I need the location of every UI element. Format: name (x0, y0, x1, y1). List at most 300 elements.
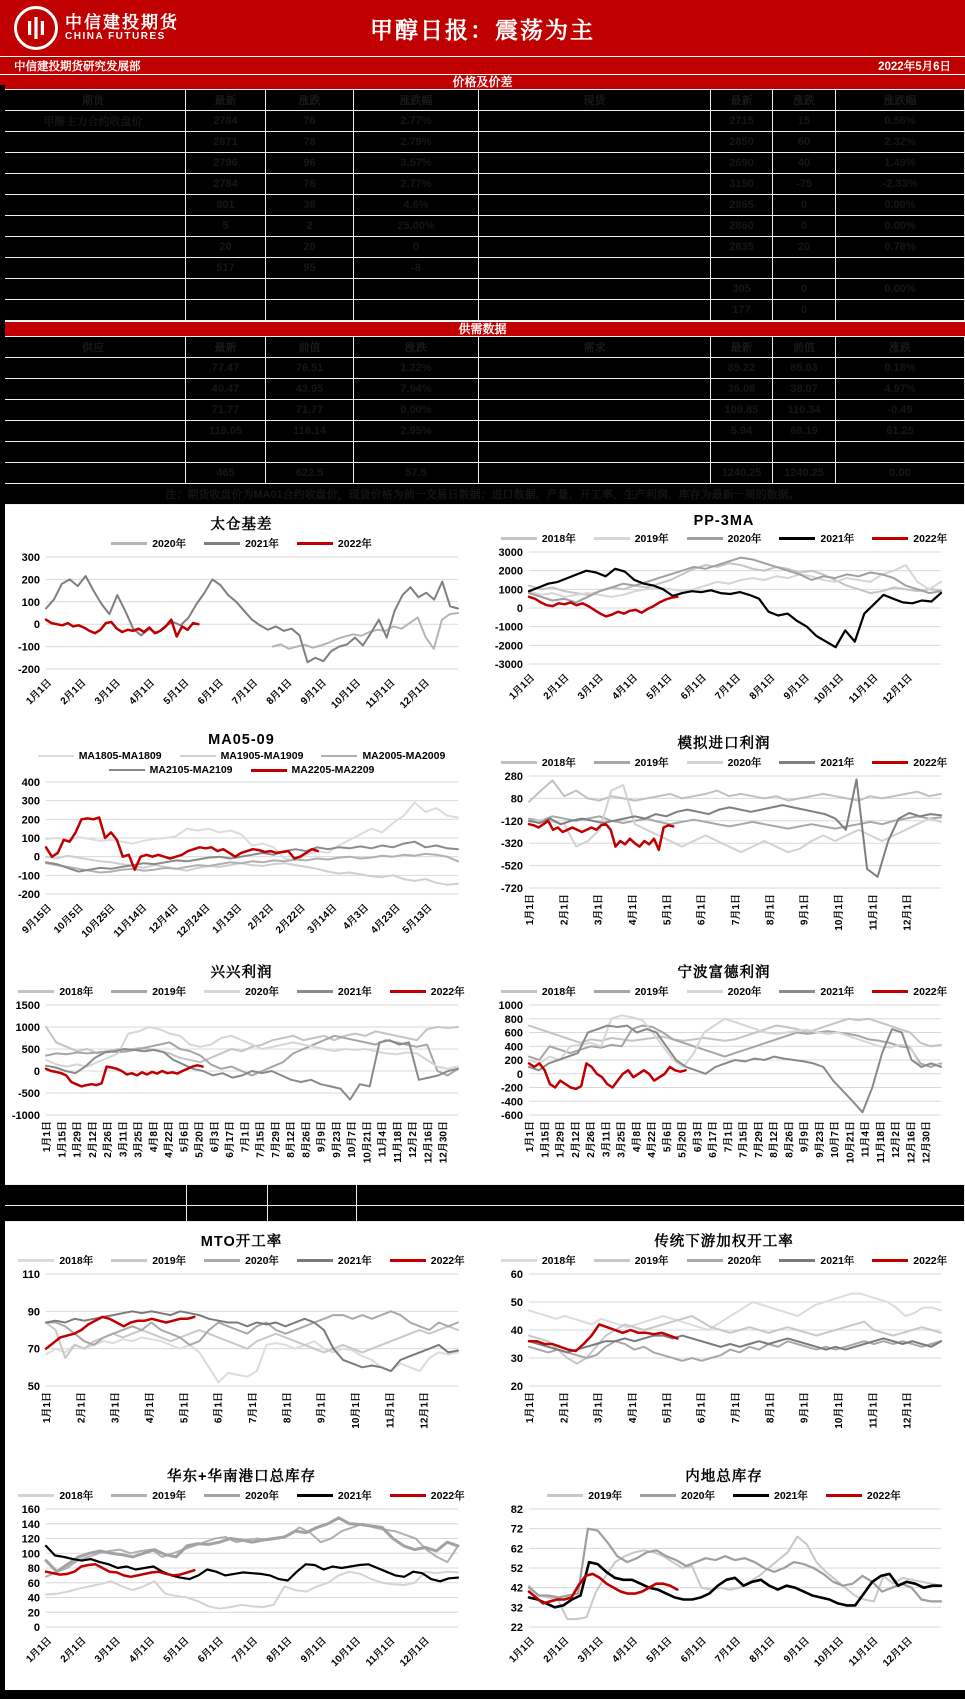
table-cell: 2871 (186, 132, 266, 153)
svg-text:2月1日: 2月1日 (541, 1635, 572, 1666)
legend-line-swatch (297, 1259, 333, 1262)
svg-text:70: 70 (27, 1343, 40, 1356)
table-cell: 109.85 (711, 400, 773, 421)
svg-text:-720: -720 (500, 883, 523, 895)
legend-line-swatch (180, 755, 216, 758)
chart-title: MA05-09 (208, 732, 275, 748)
table-cell (1, 195, 186, 216)
table-cell: 1240.25 (711, 463, 773, 484)
chart-title: 兴兴利润 (210, 965, 273, 981)
legend-item (687, 755, 762, 770)
table-cell: 38 (266, 195, 354, 216)
svg-text:300: 300 (21, 795, 40, 808)
chart-legend (483, 984, 965, 999)
legend-item (321, 750, 445, 762)
chart-legend (483, 1253, 965, 1268)
svg-text:10月21日: 10月21日 (845, 1121, 857, 1164)
legend-item (297, 984, 372, 999)
legend-label: 2018年 (541, 986, 576, 998)
svg-text:6月17日: 6月17日 (225, 1121, 237, 1158)
legend-item (640, 1488, 715, 1503)
data-note: 注：期货收盘价为MA01合约收盘价，现货价格为前一交易日数据；进口数据、产量、开工率、生产利润、库存为最新一周的数据。 (1, 484, 965, 505)
table-cell (479, 195, 711, 216)
chart-title: MTO开工率 (200, 1234, 283, 1250)
table-cell: 0 (773, 195, 836, 216)
table-cell (1, 463, 186, 484)
svg-text:1月15日: 1月15日 (57, 1121, 69, 1158)
table-cell: 0 (773, 279, 836, 300)
svg-text:9月1日: 9月1日 (799, 894, 811, 926)
chart-legend (0, 1253, 483, 1268)
chart-title: 模拟进口利润 (677, 736, 771, 752)
legend-line-swatch (687, 537, 723, 540)
svg-text:8月1日: 8月1日 (765, 894, 777, 926)
legend-item (501, 531, 576, 546)
table-cell: -8 (354, 258, 479, 279)
table-cell: 0.00% (836, 195, 965, 216)
legend-label: 2021年 (337, 986, 372, 998)
svg-text:7月1日: 7月1日 (248, 1392, 259, 1424)
bottom-bar (0, 1690, 965, 1699)
svg-text:12月1日: 12月1日 (419, 1392, 431, 1429)
legend-item (111, 1488, 186, 1503)
chart-legend (0, 750, 483, 762)
table-header-cell: 涨跌幅 (354, 90, 479, 111)
table-cell (479, 300, 711, 321)
logo-name-en: CHINA FUTURES (65, 30, 166, 42)
legend-label: 2018年 (541, 1255, 576, 1267)
table-cell: 38.07 (773, 379, 836, 400)
legend-line-swatch (779, 990, 815, 993)
svg-text:72: 72 (510, 1523, 523, 1536)
department-label: 中信建投期货研究发展部 (14, 60, 141, 73)
legend-item (779, 531, 854, 546)
svg-text:160: 160 (21, 1504, 40, 1516)
chart-title: 传统下游加权开工率 (654, 1234, 794, 1250)
chart-downstream-rate (483, 1222, 965, 1457)
table-row (1, 153, 965, 174)
table-row (1, 258, 965, 279)
table-cell: 2865 (711, 195, 773, 216)
table-cell (266, 300, 354, 321)
svg-text:3月1日: 3月1日 (93, 1635, 123, 1666)
legend-item (872, 755, 947, 770)
svg-text:-120: -120 (500, 815, 523, 828)
svg-text:32: 32 (510, 1602, 523, 1615)
table-cell (1, 174, 186, 195)
legend-label: 2018年 (541, 757, 576, 769)
table-header-cell: 涨跌幅 (836, 90, 965, 111)
legend-line-swatch (872, 990, 908, 993)
svg-text:11月1日: 11月1日 (385, 1392, 397, 1429)
table-cell: 20 (186, 237, 266, 258)
chart-legend (483, 531, 965, 546)
svg-text:52: 52 (510, 1563, 523, 1575)
svg-text:-320: -320 (500, 838, 523, 851)
table-cell (1, 421, 186, 442)
legend-item (180, 750, 304, 762)
legend-line-swatch (390, 1494, 426, 1497)
svg-text:4月1日: 4月1日 (127, 677, 158, 708)
legend-label: 2020年 (152, 538, 187, 550)
svg-text:10月1日: 10月1日 (812, 672, 847, 707)
legend-line-swatch (594, 761, 630, 764)
legend-item (204, 984, 279, 999)
svg-text:1月1日: 1月1日 (42, 1121, 53, 1153)
table-header-cell: 最新 (711, 337, 773, 358)
svg-text:12月1日: 12月1日 (881, 672, 915, 707)
table-cell: 2784 (186, 174, 266, 195)
chart-inland-inventory (483, 1457, 965, 1690)
table-header-row (1, 337, 965, 358)
legend-item (779, 755, 854, 770)
svg-text:8月1日: 8月1日 (264, 677, 295, 708)
svg-text:4月1日: 4月1日 (145, 1392, 156, 1424)
table-cell: 3.57% (354, 153, 479, 174)
table-cell: 7.94% (354, 379, 479, 400)
legend-item (501, 1253, 576, 1268)
table-header-cell: 需求 (479, 337, 711, 358)
svg-text:6月3日: 6月3日 (209, 1121, 221, 1153)
legend-line-swatch (204, 1259, 240, 1262)
table-cell: 0.00% (354, 400, 479, 421)
table-cell: 1240.25 (773, 463, 836, 484)
svg-text:1月1日: 1月1日 (24, 677, 55, 708)
svg-text:3月1日: 3月1日 (576, 1635, 606, 1666)
legend-item (38, 750, 162, 762)
legend-item (204, 1488, 279, 1503)
table-cell (479, 442, 711, 463)
svg-text:12月1日: 12月1日 (902, 894, 914, 931)
table-cell: 2715 (711, 111, 773, 132)
chart-plot (0, 551, 470, 719)
legend-label: 2022年 (913, 533, 948, 545)
table-cell (1, 279, 186, 300)
table-row (1, 300, 965, 321)
table-cell: 0 (773, 216, 836, 237)
svg-text:600: 600 (504, 1027, 523, 1040)
table-header-cell: 涨跌 (266, 90, 354, 111)
chart-legend (0, 1488, 483, 1503)
table-cell (1, 216, 186, 237)
table-cell (266, 279, 354, 300)
svg-text:1月29日: 1月29日 (555, 1121, 567, 1158)
legend-label: 2021年 (820, 533, 855, 545)
legend-label: MA2105-MA2109 (149, 764, 233, 776)
table-cell: 1.49% (836, 153, 965, 174)
charts-grid (0, 505, 965, 1184)
svg-text:12月2日: 12月2日 (408, 1121, 420, 1158)
table-cell: 95 (266, 258, 354, 279)
legend-label: 2019年 (152, 986, 187, 998)
legend-label: 2021年 (337, 1490, 372, 1502)
svg-text:200: 200 (21, 814, 40, 827)
svg-text:9月23日: 9月23日 (331, 1121, 343, 1158)
legend-label: 2019年 (152, 1255, 187, 1267)
legend-item (111, 1253, 186, 1268)
chart-port-inventory (0, 1457, 483, 1690)
legend-line-swatch (779, 537, 815, 540)
table-cell: 20 (266, 237, 354, 258)
svg-text:9月1日: 9月1日 (299, 1635, 329, 1666)
table-cell (711, 442, 773, 463)
legend-line-swatch (779, 761, 815, 764)
chart-plot (0, 999, 470, 1179)
legend-line-swatch (501, 537, 537, 540)
svg-text:140: 140 (21, 1518, 40, 1531)
svg-text:11月4日: 11月4日 (860, 1121, 872, 1158)
legend-item (111, 536, 186, 551)
svg-text:82: 82 (510, 1504, 523, 1516)
svg-text:2月26日: 2月26日 (103, 1121, 115, 1158)
legend-line-swatch (111, 990, 147, 993)
table-cell (479, 132, 711, 153)
table-cell: 61.25 (836, 421, 965, 442)
svg-text:2月1日: 2月1日 (76, 1392, 88, 1424)
legend-item (594, 755, 669, 770)
svg-text:5月1日: 5月1日 (179, 1392, 191, 1424)
svg-text:9月15日: 9月15日 (20, 902, 55, 937)
legend-item (687, 984, 762, 999)
svg-text:3月1日: 3月1日 (93, 677, 123, 708)
svg-text:200: 200 (504, 1055, 523, 1067)
table-cell: 76 (266, 111, 354, 132)
legend-line-swatch (594, 1259, 630, 1262)
table-cell (354, 279, 479, 300)
svg-text:2月1日: 2月1日 (58, 677, 89, 708)
svg-text:5月20日: 5月20日 (677, 1121, 689, 1158)
legend-label: 2020年 (727, 757, 762, 769)
legend-label: 2019年 (634, 757, 669, 769)
legend-label: 2019年 (634, 533, 669, 545)
svg-text:800: 800 (504, 1013, 523, 1026)
table-cell: 119.05 (186, 421, 266, 442)
svg-text:50: 50 (27, 1381, 40, 1393)
svg-text:12月30日: 12月30日 (921, 1121, 933, 1164)
legend-item (501, 755, 576, 770)
table-row (1, 174, 965, 195)
table-cell: 2860 (711, 216, 773, 237)
legend-label: 2018年 (59, 1490, 94, 1502)
svg-text:6月1日: 6月1日 (679, 1635, 709, 1666)
table-cell (1, 379, 186, 400)
legend-label: 2021年 (337, 1255, 372, 1267)
svg-text:1月1日: 1月1日 (525, 1121, 536, 1153)
svg-text:-2000: -2000 (494, 640, 523, 653)
legend-label: 2022年 (430, 986, 465, 998)
table-row (1, 111, 965, 132)
table-header-cell: 最新 (711, 90, 773, 111)
svg-text:4月8日: 4月8日 (631, 1121, 643, 1153)
svg-text:12月1日: 12月1日 (902, 1392, 914, 1429)
svg-text:5月13日: 5月13日 (400, 902, 435, 937)
legend-line-swatch (321, 755, 357, 758)
series-2022年 (529, 1063, 686, 1089)
left-edge-bar (0, 85, 5, 1699)
table-header-cell: 涨跌 (836, 337, 965, 358)
legend-line-swatch (594, 537, 630, 540)
table-cell: 5.94 (711, 421, 773, 442)
table-cell: 78 (266, 132, 354, 153)
svg-text:0: 0 (33, 1622, 40, 1634)
legend-label: MA2005-MA2009 (362, 750, 446, 762)
svg-text:4月1日: 4月1日 (127, 1635, 158, 1666)
legend-label: 2018年 (59, 986, 94, 998)
table-cell: 15 (773, 111, 836, 132)
svg-text:2月1日: 2月1日 (559, 894, 571, 926)
legend-line-swatch (111, 542, 147, 545)
table-cell: 40 (773, 153, 836, 174)
legend-item (390, 984, 465, 999)
table-header-cell: 前值 (773, 337, 836, 358)
legend-item (204, 536, 279, 551)
table-header-cell: 期货 (1, 90, 186, 111)
legend-item (18, 984, 93, 999)
legend-item (109, 764, 233, 776)
svg-text:11月1日: 11月1日 (868, 894, 880, 931)
svg-text:4月3日: 4月3日 (341, 902, 372, 933)
table-cell: 0 (354, 237, 479, 258)
series-2022年 (46, 1065, 203, 1086)
svg-text:120: 120 (21, 1533, 40, 1546)
svg-text:4月8日: 4月8日 (148, 1121, 160, 1153)
legend-item (297, 1488, 372, 1503)
table-header-cell: 供应 (1, 337, 186, 358)
table-cell (773, 258, 836, 279)
legend-label: 2019年 (152, 1490, 187, 1502)
svg-text:90: 90 (27, 1306, 40, 1319)
table-cell: 76 (266, 174, 354, 195)
svg-text:1月1日: 1月1日 (24, 1635, 55, 1666)
table-cell (1, 300, 186, 321)
svg-text:2月1日: 2月1日 (541, 672, 572, 703)
legend-label: 2020年 (245, 1490, 279, 1502)
svg-text:6月1日: 6月1日 (196, 1635, 226, 1666)
legend-line-swatch (204, 1494, 240, 1497)
svg-text:42: 42 (510, 1582, 523, 1595)
table-cell (836, 442, 965, 463)
series-2022年 (529, 821, 673, 850)
table-cell (479, 400, 711, 421)
series-2020年 (46, 1027, 458, 1069)
table-cell: -0.49 (836, 400, 965, 421)
svg-text:5月20日: 5月20日 (194, 1121, 206, 1158)
series-MA1905-MA1909 (46, 856, 458, 885)
svg-text:100: 100 (21, 1548, 40, 1561)
svg-text:62: 62 (510, 1543, 523, 1556)
legend-item (390, 1253, 465, 1268)
table-cell (836, 258, 965, 279)
svg-text:5月6日: 5月6日 (662, 1121, 674, 1153)
svg-text:1000: 1000 (498, 1000, 523, 1012)
svg-text:8月1日: 8月1日 (765, 1392, 777, 1424)
series-2019年 (46, 1036, 458, 1076)
table-cell: 71.77 (186, 400, 266, 421)
svg-text:5月6日: 5月6日 (179, 1121, 191, 1153)
svg-text:400: 400 (21, 777, 40, 789)
svg-text:8月1日: 8月1日 (747, 1635, 778, 1666)
chart-fude-profit (483, 953, 965, 1184)
series-2021年 (46, 576, 458, 662)
legend-line-swatch (390, 1259, 426, 1262)
svg-text:4月22日: 4月22日 (647, 1121, 659, 1158)
chart-plot (0, 1268, 470, 1452)
table-cell: 2784 (186, 111, 266, 132)
chart-plot (483, 546, 953, 714)
legend-line-swatch (547, 1494, 583, 1497)
svg-text:2月1日: 2月1日 (559, 1392, 571, 1424)
table-cell: 85.03 (773, 358, 836, 379)
logo-name-cn: 中信建投期货 (65, 12, 179, 32)
legend-item (297, 536, 372, 551)
svg-text:1月13日: 1月13日 (210, 902, 245, 937)
series-2018年 (46, 1572, 458, 1609)
legend-item (594, 984, 669, 999)
table-cell: 177 (711, 300, 773, 321)
svg-text:200: 200 (21, 574, 40, 587)
legend-line-swatch (204, 990, 240, 993)
svg-text:3月1日: 3月1日 (110, 1392, 122, 1424)
svg-text:8月12日: 8月12日 (286, 1121, 298, 1158)
svg-text:11月1日: 11月1日 (364, 677, 398, 711)
table-cell: -75 (773, 174, 836, 195)
table-cell: 0.18% (836, 358, 965, 379)
svg-text:1000: 1000 (498, 584, 523, 597)
svg-text:8月1日: 8月1日 (264, 1635, 295, 1666)
legend-line-swatch (872, 537, 908, 540)
chart-import-profit (483, 724, 965, 953)
svg-text:2000: 2000 (498, 565, 523, 578)
legend-label: 2022年 (866, 1490, 901, 1502)
svg-text:-100: -100 (17, 870, 40, 883)
table-cell (1, 153, 186, 174)
legend-line-swatch (501, 1259, 537, 1262)
legend-item (111, 984, 186, 999)
svg-text:3月11日: 3月11日 (601, 1121, 613, 1158)
svg-text:100: 100 (21, 596, 40, 609)
svg-text:5月1日: 5月1日 (644, 1635, 675, 1666)
legend-label: 2020年 (727, 986, 762, 998)
supply-demand-table (0, 336, 965, 505)
table-header-row (1, 90, 965, 111)
table-header-cell: 最新 (186, 90, 266, 111)
svg-text:-520: -520 (500, 860, 523, 873)
legend-item (297, 1253, 372, 1268)
table-cell (479, 279, 711, 300)
svg-text:11月4日: 11月4日 (377, 1121, 389, 1158)
svg-text:-3000: -3000 (494, 659, 523, 671)
table-row (1, 379, 965, 400)
table-header-cell: 现货 (479, 90, 711, 111)
table-row (1, 132, 965, 153)
legend-line-swatch (297, 1494, 333, 1497)
legend-label: 2020年 (727, 533, 762, 545)
svg-text:11月1日: 11月1日 (847, 1635, 881, 1669)
table-cell: 465 (186, 463, 266, 484)
table-cell: 2 (266, 216, 354, 237)
svg-text:9月1日: 9月1日 (799, 1392, 811, 1424)
table-cell: 0 (773, 300, 836, 321)
legend-item (826, 1488, 901, 1503)
svg-text:2月22日: 2月22日 (273, 902, 308, 937)
legend-label: 2020年 (727, 1255, 762, 1267)
table-cell (1, 237, 186, 258)
svg-text:4月23日: 4月23日 (369, 902, 403, 937)
svg-text:-1000: -1000 (494, 621, 523, 634)
table-row (1, 358, 965, 379)
table-cell: 60 (773, 132, 836, 153)
svg-text:5月1日: 5月1日 (161, 677, 192, 708)
